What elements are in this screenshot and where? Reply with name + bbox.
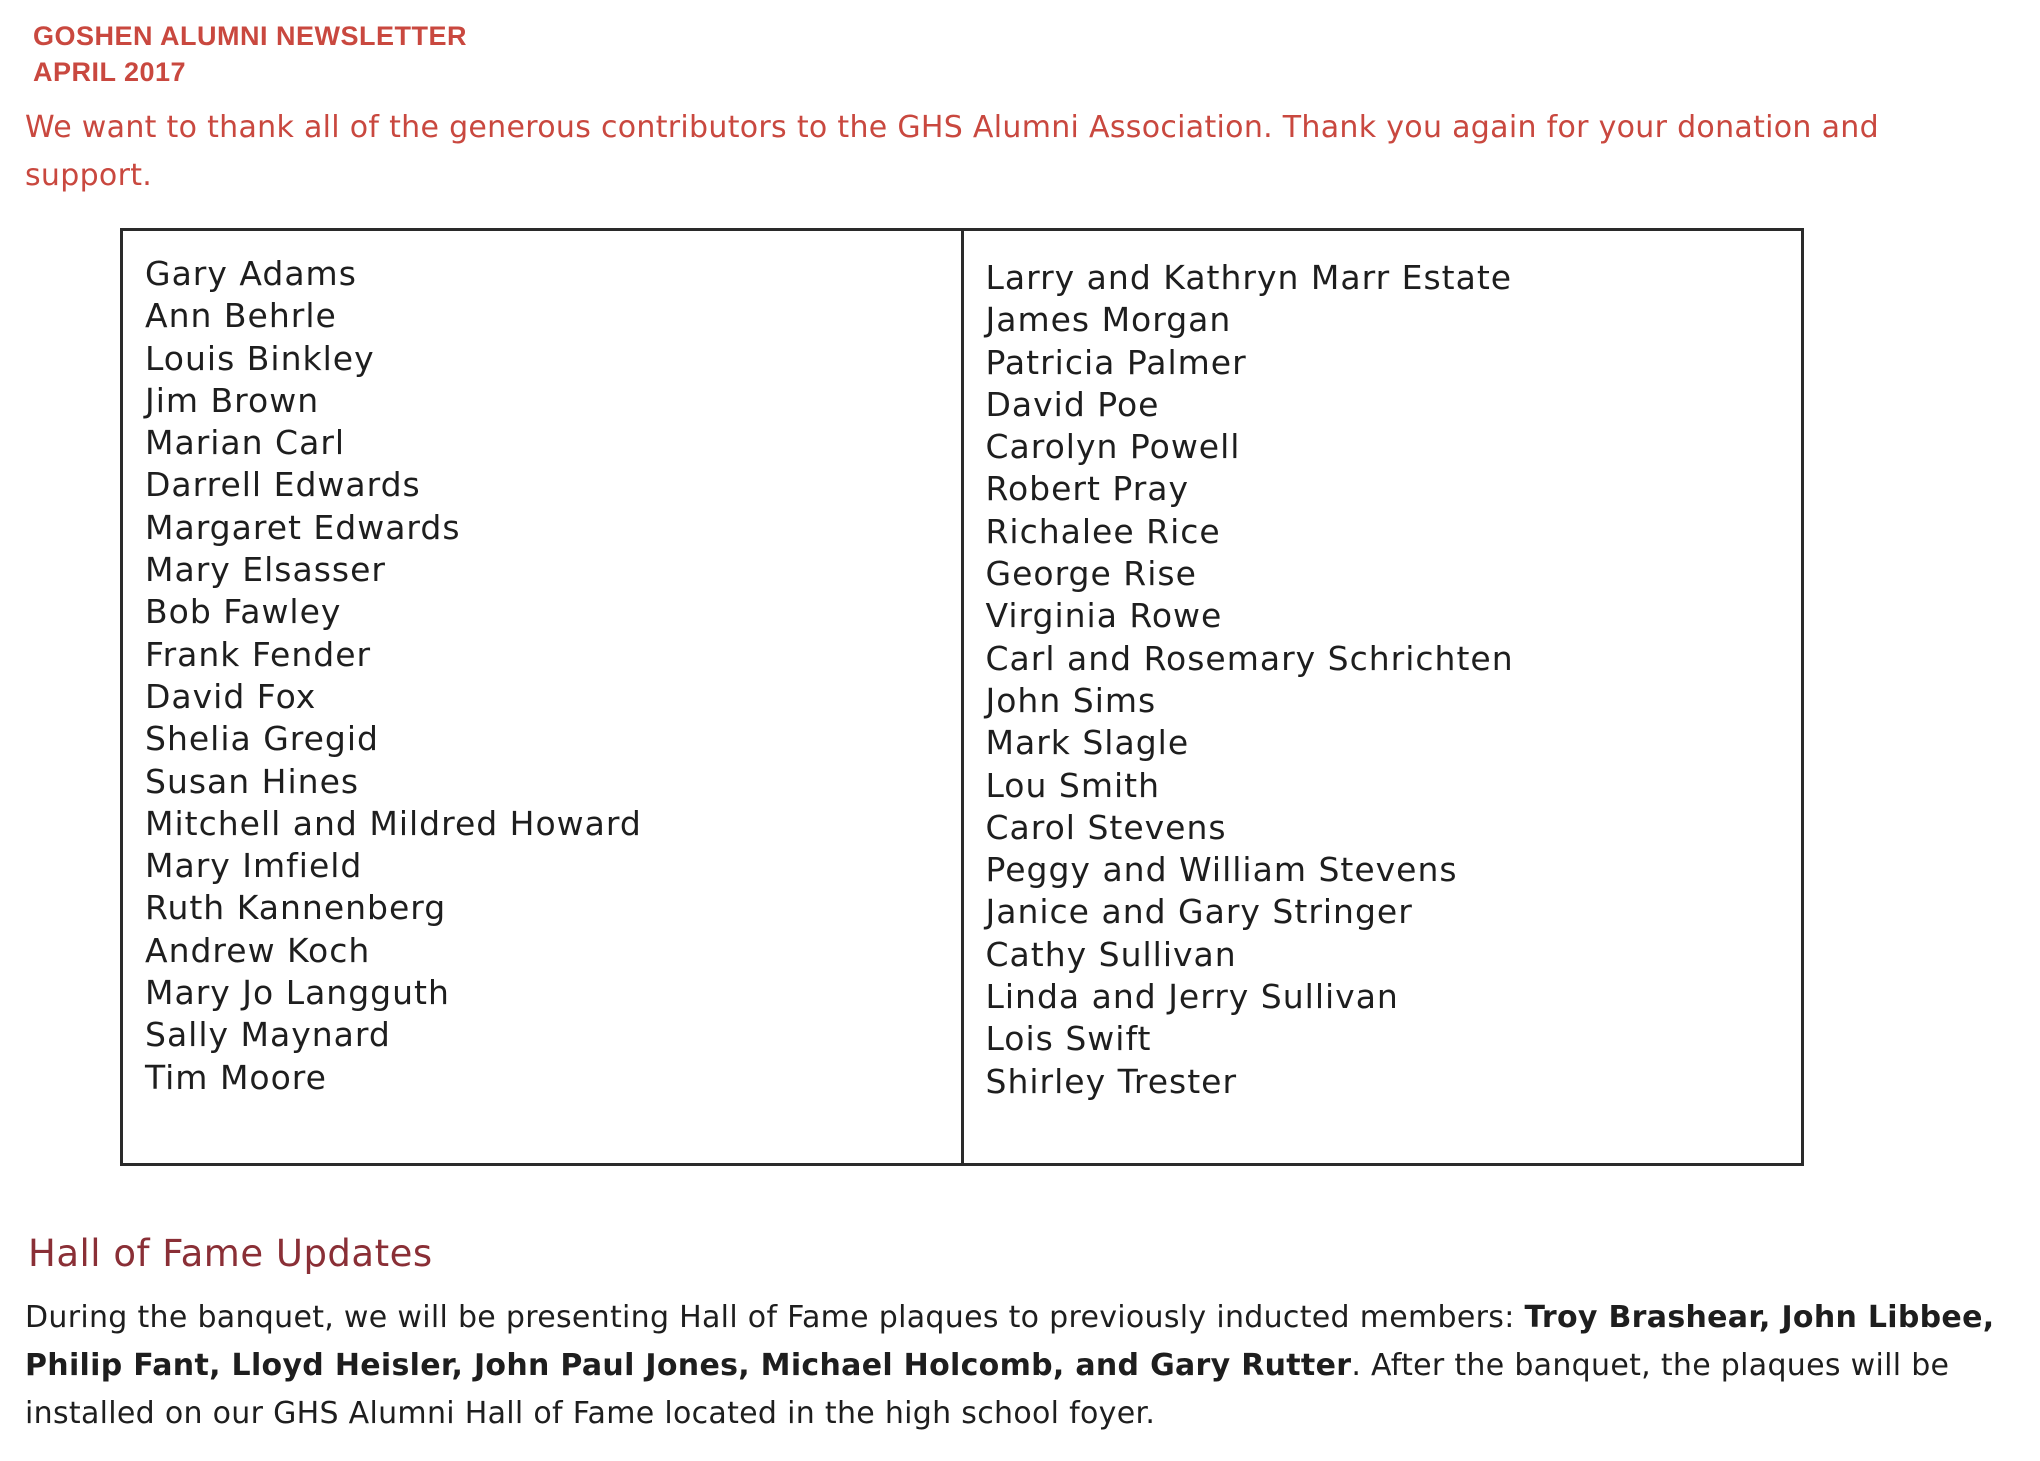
hall-of-fame-heading: Hall of Fame Updates	[28, 1232, 433, 1275]
contributors-list-right	[986, 257, 1802, 1103]
contributor-name: Frank Fender	[145, 634, 372, 674]
contributor-name: Ann Behrle	[145, 296, 337, 336]
hall-of-fame-inductees: Troy Brashear, John Libbee, Philip Fant, Lloyd Heisler, John Paul Jones, Michael Holcomb, and Gary Rutter	[25, 1300, 1995, 1383]
contributor-name: Ruth Kannenberg	[145, 888, 447, 928]
contributors-table	[120, 228, 1804, 1166]
hall-of-fame-paragraph	[25, 1294, 2030, 1438]
hall-of-fame-intro: During the banquet, we will be presenting Hall of Fame plaques to previously inducted members:	[25, 1300, 1525, 1335]
contributors-list-left	[145, 253, 961, 1099]
hall-of-fame-outro: . After the banquet, the plaques will be installed on our GHS Alumni Hall of Fame located in the high school foyer.	[25, 1348, 1950, 1431]
contributor-name: Larry and Kathryn Marr Estate	[985, 258, 1513, 297]
contributor-name: Lois Swift	[985, 1019, 1152, 1059]
newsletter-masthead	[33, 18, 467, 90]
contributor-name: Mary Jo Langguth	[145, 973, 450, 1013]
contributor-name: Virginia Rowe	[985, 596, 1223, 636]
contributor-name: Mary Imfield	[145, 846, 363, 886]
contributor-name: Louis Binkley	[145, 338, 375, 378]
contributor-name: Shirley Trester	[985, 1061, 1238, 1101]
contributor-name: David Poe	[985, 384, 1160, 424]
contributor-name: John Sims	[985, 680, 1157, 720]
contributor-name: Mitchell and Mildred Howard	[145, 803, 642, 843]
contributor-name: Carl and Rosemary Schrichten	[985, 638, 1514, 678]
contributor-name: Bob Fawley	[145, 592, 342, 632]
contributor-name: Mark Slagle	[985, 723, 1190, 763]
issue-date: APRIL 2017	[33, 57, 187, 87]
contributor-name: Tim Moore	[145, 1057, 327, 1097]
contributor-name: Patricia Palmer	[985, 342, 1247, 382]
contributor-name: Carolyn Powell	[985, 427, 1241, 467]
contributor-name: Cathy Sullivan	[985, 934, 1237, 974]
contributor-name: James Morgan	[985, 300, 1232, 340]
contributor-name: Gary Adams	[145, 254, 357, 293]
contributor-name: Shelia Gregid	[145, 719, 379, 759]
contributor-name: Lou Smith	[985, 765, 1161, 805]
contributor-name: Robert Pray	[985, 469, 1190, 509]
contributors-column-right	[964, 231, 1802, 1163]
contributor-name: Carol Stevens	[985, 807, 1227, 847]
publication-title: GOSHEN ALUMNI NEWSLETTER	[33, 21, 467, 51]
contributor-name: David Fox	[145, 676, 317, 716]
contributor-name: Linda and Jerry Sullivan	[985, 977, 1399, 1017]
contributor-name: Peggy and William Stevens	[985, 850, 1458, 890]
thank-you-intro: We want to thank all of the generous contributors to the GHS Alumni Association. Thank you again for your donation and support.	[25, 110, 1879, 193]
contributors-column-left	[123, 231, 964, 1163]
contributor-name: Janice and Gary Stringer	[985, 892, 1413, 932]
contributor-name: Mary Elsasser	[145, 550, 386, 590]
contributor-name: Susan Hines	[145, 761, 360, 801]
contributor-name: George Rise	[985, 554, 1197, 594]
contributor-name: Marian Carl	[145, 423, 346, 463]
contributor-name: Richalee Rice	[985, 511, 1221, 551]
contributor-name: Andrew Koch	[145, 930, 371, 970]
contributor-name: Margaret Edwards	[145, 507, 461, 547]
contributor-name: Jim Brown	[145, 380, 320, 420]
contributor-name: Sally Maynard	[145, 1015, 391, 1055]
contributor-name: Darrell Edwards	[145, 465, 421, 505]
